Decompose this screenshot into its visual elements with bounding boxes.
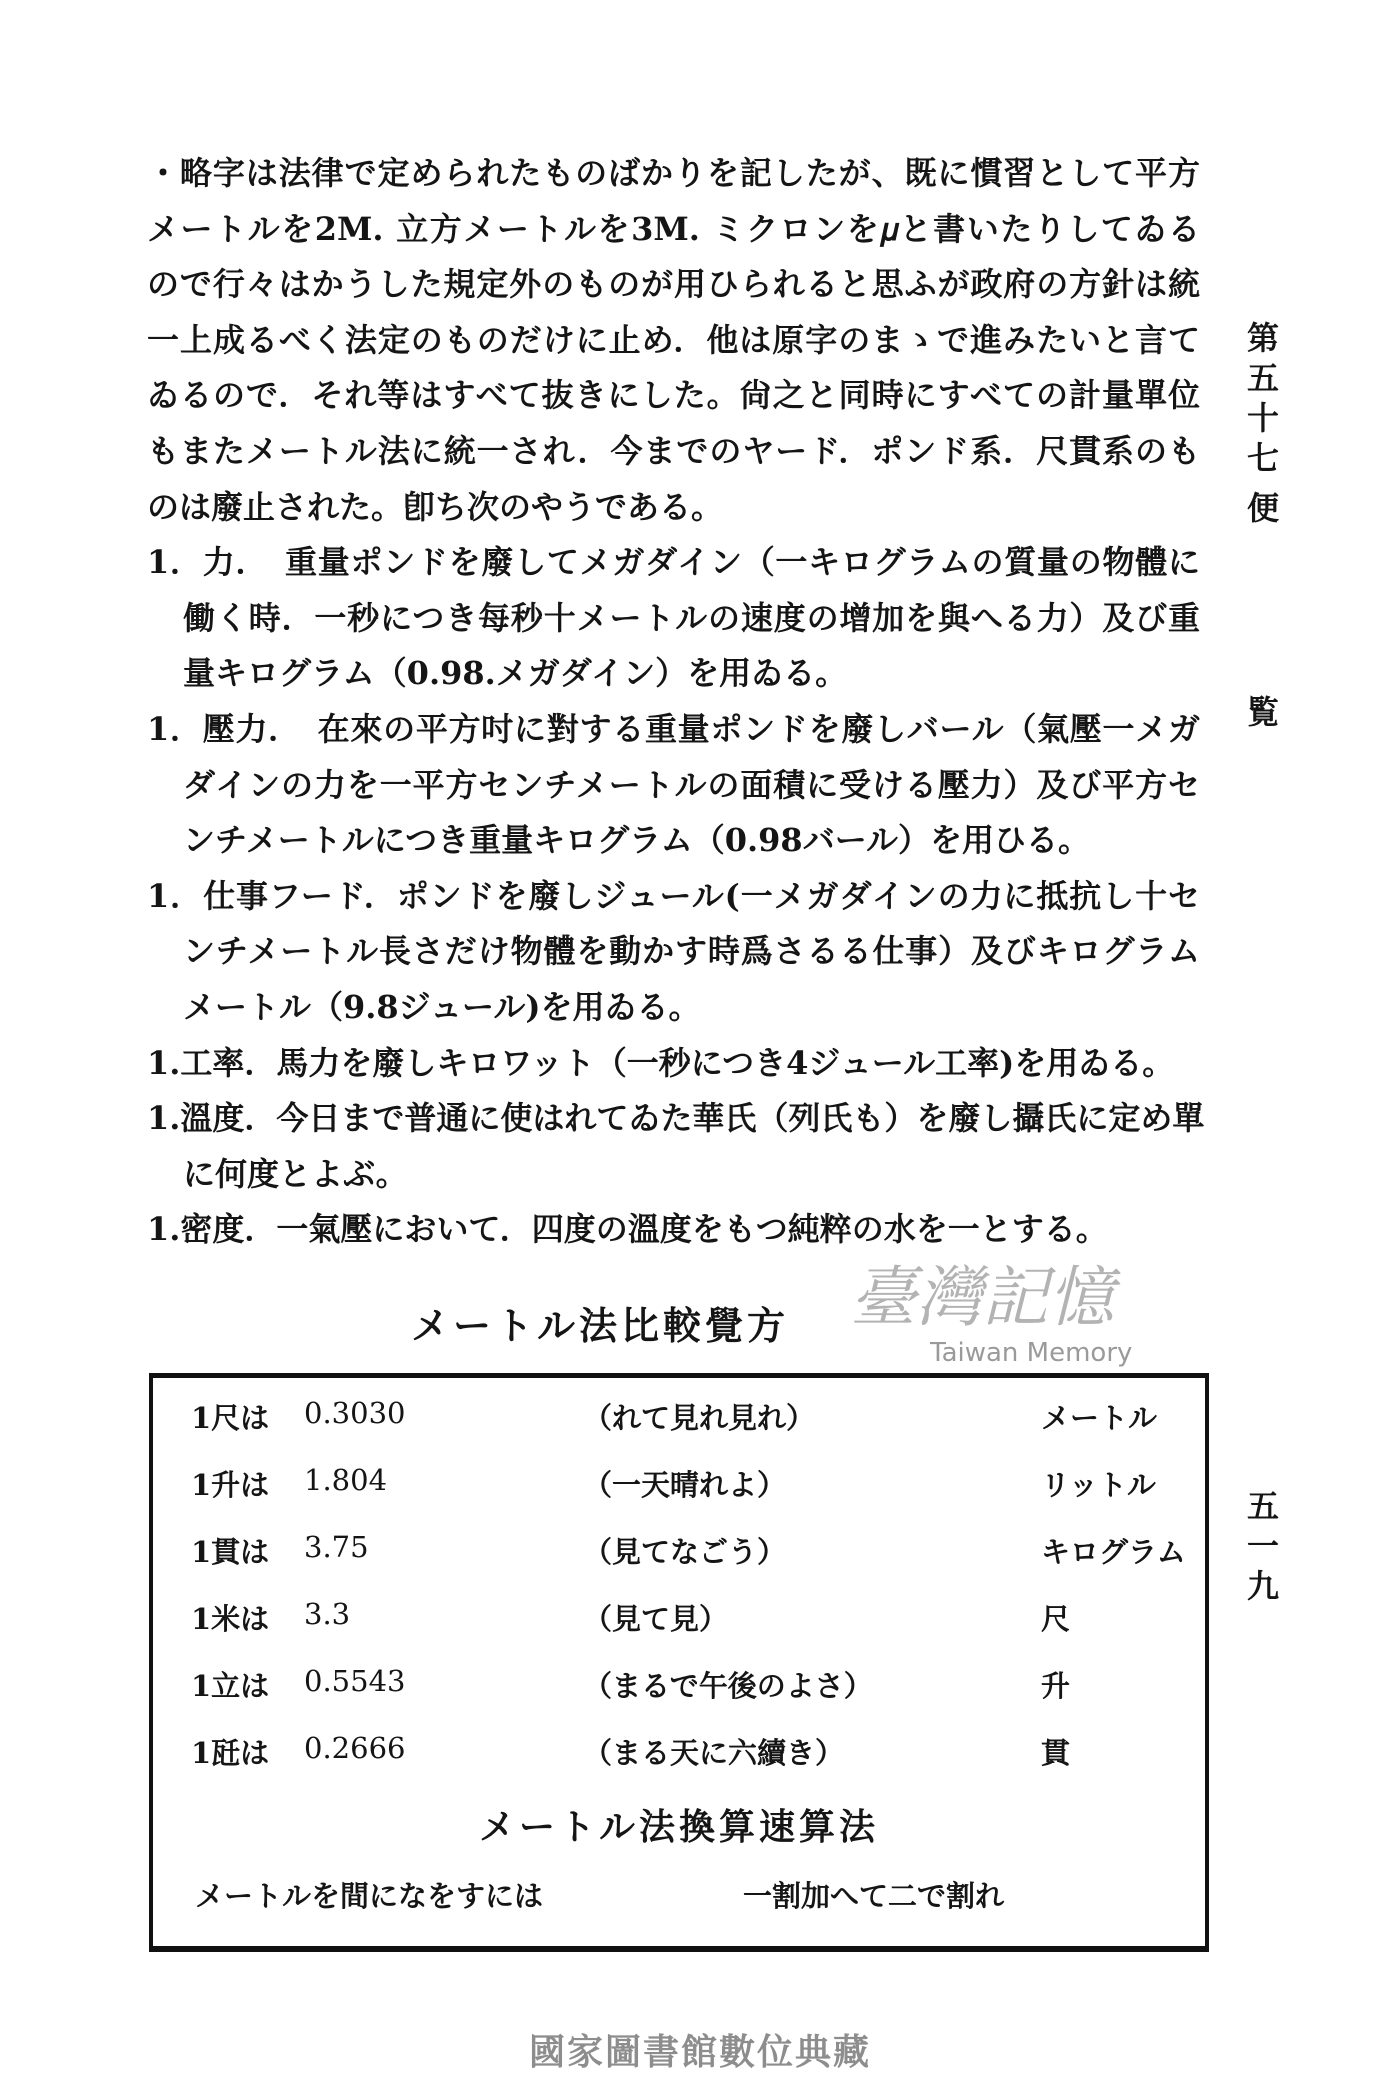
list-item-line: 1.溫度．今日まで普通に使はれてゐた華氏（列氏も）を廢し攝氏に定め單 (147, 1099, 1205, 1138)
table-cell-label: 1尺は (191, 1401, 270, 1435)
table-cell-value: 1.804 (304, 1463, 388, 1497)
paragraph-line: ので行々はかうした規定外のものが用ひられると思ふが政府の方針は統 (147, 265, 1200, 304)
paragraph-line: もまたメートル法に統一され．今までのヤード．ポンド系．尺貫系のも (147, 432, 1200, 470)
side-char: 十 (1246, 399, 1279, 437)
table-cell-value: 0.5543 (304, 1664, 406, 1698)
watermark-logo: 臺灣記憶 (850, 1259, 1114, 1336)
table-cell-label: 1瓩は (191, 1736, 270, 1770)
page-number-char: 一 (1246, 1527, 1279, 1565)
table-cell-mnemonic: （見てなごう） (583, 1535, 787, 1569)
table-cell-label: 1升は (191, 1468, 270, 1502)
table-cell-mnemonic: （まるで午後のよさ） (583, 1669, 873, 1703)
list-item-line: 1．力． 重量ポンドを廢してメガダイン（一キログラムの質量の物體に (147, 543, 1200, 582)
table-cell-value: 3.3 (304, 1597, 351, 1631)
side-title-volume (1245, 318, 1281, 478)
paragraph-line: 一上成るべく法定のものだけに止め．他は原字のまゝで進みたいと言て (147, 320, 1200, 359)
table-cell-unit: 升 (1041, 1669, 1071, 1703)
page-number-char: 九 (1246, 1567, 1279, 1605)
comparison-table (149, 1373, 1209, 1952)
list-item-line: ダインの力を一平方センチメートルの面積に受ける壓力）及び平方セ (183, 765, 1200, 804)
conversion-title: メートル法換算速算法 (478, 1806, 879, 1848)
table-cell-unit: キログラム (1041, 1535, 1186, 1569)
table-cell-mnemonic: （れて見れ見れ） (583, 1401, 816, 1435)
table-cell-label: 1貫は (191, 1535, 270, 1569)
table-cell-unit: メートル (1041, 1401, 1158, 1435)
watermark-text: Taiwan Memory (930, 1338, 1133, 1368)
list-item-line: 1.工率．馬力を廢しキロワット（一秒につき4ジュール工率)を用ゐる。 (147, 1043, 1175, 1082)
page-number (1245, 1486, 1281, 1606)
side-char-ran: 覧 (1246, 693, 1279, 731)
list-item-line: ンチメートルにつき重量キログラム（0.98バール）を用ひる。 (183, 821, 1091, 860)
table-title: メートル法比較覺方 (410, 1303, 789, 1348)
list-item-line: に何度とよぶ。 (183, 1154, 408, 1193)
table-cell-mnemonic: （見て見） (583, 1602, 729, 1636)
table-cell-label: 1米は (191, 1602, 270, 1636)
table-cell-value: 0.3030 (304, 1396, 406, 1430)
table-cell-unit: 貫 (1041, 1736, 1071, 1770)
page-number-char: 五 (1246, 1487, 1279, 1525)
conversion-rule-right: 一割加へて二で割れ (743, 1879, 1005, 1913)
list-item-line: ンチメートル長さだけ物體を動かす時爲さるる仕事）及びキログラム (183, 932, 1200, 971)
conversion-rule-left: メートルを間になをすには (195, 1879, 544, 1913)
footer-credit: 國家圖書館數位典藏 (528, 2032, 871, 2073)
list-item-line: 1.密度．一氣壓において．四度の溫度をもつ純粹の水を一とする。 (147, 1210, 1108, 1249)
list-item-line: 働く時．一秒につき每秒十メートルの速度の增加を與へる力）及び重 (183, 598, 1200, 637)
table-cell-value: 0.2666 (304, 1731, 406, 1765)
paragraph-line: ・略字は法律で定められたものばかりを記したが、既に慣習として平方 (147, 154, 1200, 192)
list-item-line: メートル（9.8ジュール)を用ゐる。 (183, 988, 701, 1026)
table-cell-unit: リットル (1041, 1468, 1156, 1502)
table-cell-mnemonic: （まる天に六續き） (583, 1736, 845, 1770)
table-cell-label: 1立は (191, 1669, 270, 1703)
side-char: 七 (1246, 439, 1279, 477)
side-char: 第 (1246, 319, 1279, 357)
table-cell-unit: 尺 (1041, 1602, 1071, 1636)
paragraph-line: メートルを2M. 立方メートルを3M. ミクロンを𝜇と書いたりしてゐる (147, 209, 1200, 248)
table-cell-mnemonic: （一天晴れよ） (583, 1468, 787, 1502)
side-char: 五 (1246, 359, 1279, 397)
paragraph-line: ゐるので．それ等はすべて抜きにした。尙之と同時にすべての計量單位 (147, 376, 1200, 415)
paragraph-line: のは廢止された。卽ち次のやうである。 (147, 487, 724, 526)
list-item-line: 量キログラム（0.98.メガダイン）を用ゐる。 (183, 654, 848, 693)
side-char-bin: 便 (1246, 489, 1279, 527)
table-cell-value: 3.75 (304, 1530, 369, 1564)
list-item-line: 1．壓力． 在來の平方吋に對する重量ポンドを廢しバール（氣壓一メガ (147, 710, 1200, 748)
list-item-line: 1．仕事フード．ポンドを廢しジュール(一メガダインの力に抵抗し十セ (147, 876, 1200, 915)
